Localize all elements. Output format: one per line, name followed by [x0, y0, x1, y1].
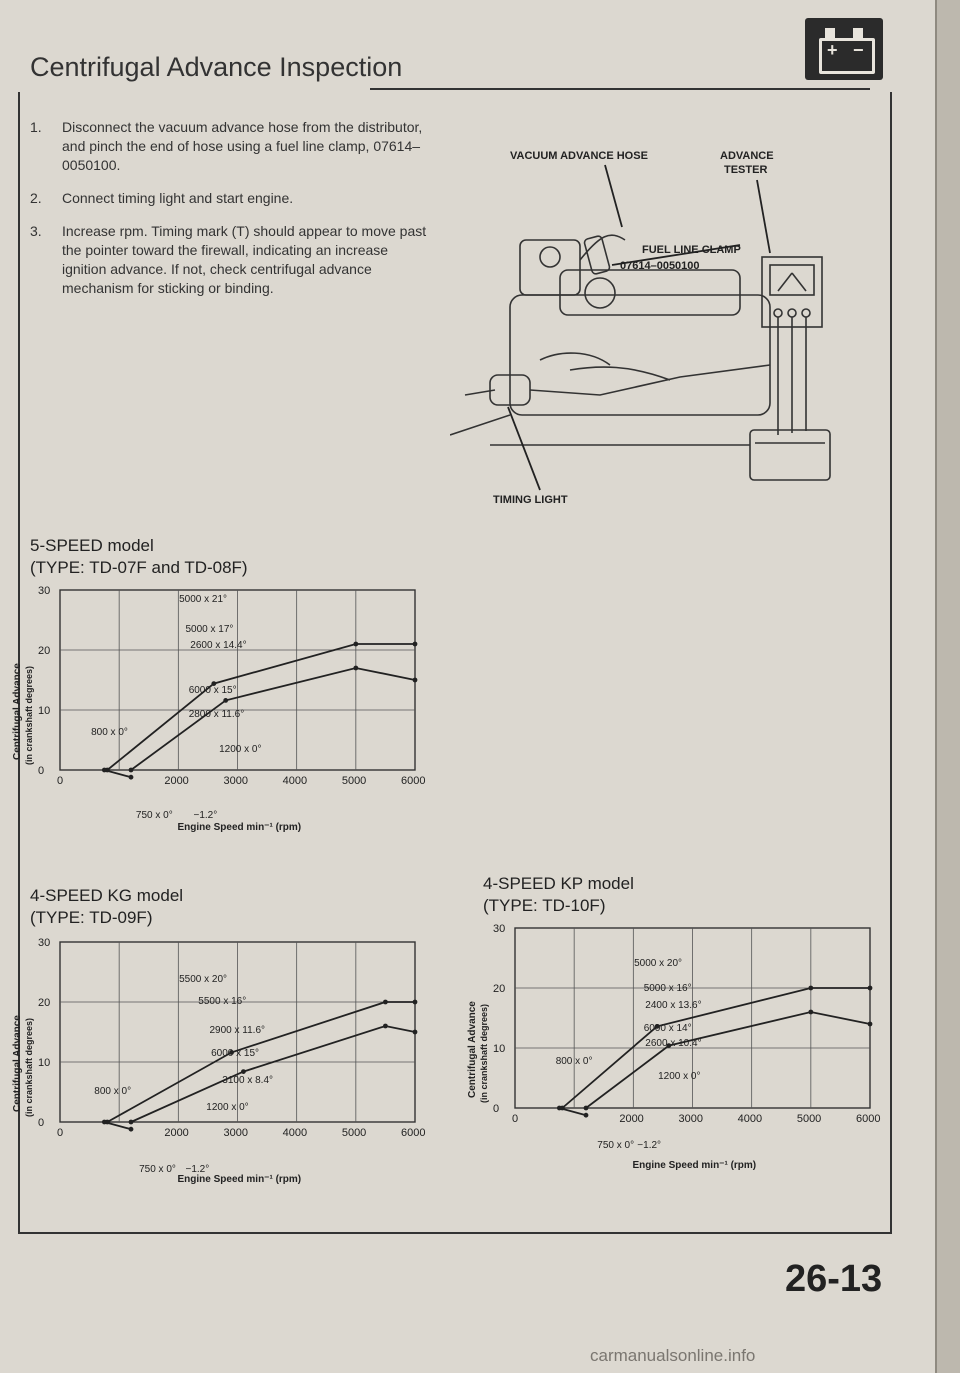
step-number: 2. — [30, 190, 42, 206]
y-tick-label: 20 — [493, 983, 506, 995]
data-point — [353, 666, 358, 671]
data-point — [808, 1010, 813, 1015]
chart-annotation: 750 x 0° — [597, 1140, 635, 1151]
section-heading: 5-SPEED model — [30, 536, 154, 555]
y-tick-label: 20 — [38, 997, 51, 1009]
x-tick-label: 6000 — [856, 1113, 881, 1125]
x-tick-label: 6000 — [401, 1127, 426, 1139]
series-line-lower — [131, 668, 415, 770]
chart-annotation: 1200 x 0° — [206, 1102, 249, 1113]
data-point — [102, 1120, 107, 1125]
distributor-cap — [540, 247, 560, 267]
battery-terminal-icon — [853, 28, 863, 38]
x-tick-label: 2000 — [619, 1113, 644, 1125]
x-axis-label: Engine Speed min⁻¹ (rpm) — [177, 822, 302, 833]
chart-annotation: 5500 x 16° — [198, 996, 247, 1007]
oil-cap — [585, 278, 615, 308]
x-tick-label: 2000 — [164, 775, 189, 787]
chart-annotation: 5000 x 16° — [643, 983, 692, 994]
y-tick-label: 20 — [38, 645, 51, 657]
x-tick-label: 3000 — [223, 1127, 248, 1139]
y-axis-label: Centrifugal Advance — [467, 1001, 478, 1098]
chart-annotation: 1200 x 0° — [658, 1071, 701, 1082]
y-tick-label: 30 — [38, 585, 51, 597]
watermark: carmanualsonline.info — [590, 1346, 756, 1365]
step-1 — [30, 118, 430, 175]
leader-line — [508, 407, 540, 490]
step-number: 3. — [30, 223, 42, 239]
section-4speed-kg-title — [30, 885, 183, 929]
label-advance-tester: ADVANCE — [720, 150, 774, 162]
label-fuel-clamp-part: 07614–0050100 — [620, 260, 700, 272]
battery-plus-symbol: + — [827, 40, 838, 60]
data-point — [129, 775, 134, 780]
step-text: Disconnect the vacuum advance hose from the distributor, and pinch the end of hose using a fuel line clamp, 07614–0050100. — [62, 119, 423, 173]
y-axis-label: Centrifugal Advance — [12, 1015, 23, 1112]
section-subheading: (TYPE: TD-10F) — [483, 896, 606, 915]
x-tick-label: 5000 — [341, 775, 367, 787]
chart-annotation: 6000 x 14° — [643, 1023, 692, 1034]
page-number: 26-13 — [785, 1258, 883, 1300]
data-point — [413, 678, 418, 683]
data-point — [383, 1000, 388, 1005]
x-tick-label: 3000 — [223, 775, 248, 787]
series-line-lower — [586, 1012, 870, 1108]
data-point — [413, 1030, 418, 1035]
data-point — [241, 1069, 246, 1074]
data-point — [413, 642, 418, 647]
data-point — [868, 1022, 873, 1027]
chart-4speed-kg — [0, 932, 450, 1202]
y-tick-label: 0 — [493, 1103, 500, 1115]
chart-annotation: 750 x 0° — [135, 810, 173, 821]
spark-plug-wires — [540, 353, 670, 380]
x-tick-label: 2000 — [164, 1127, 189, 1139]
y-tick-label: 10 — [38, 1057, 51, 1069]
x-tick-label: 0 — [57, 775, 64, 787]
battery-terminal-icon — [825, 28, 835, 38]
chart-annotation: 1200 x 0° — [219, 744, 262, 755]
chart-annotation: 5000 x 17° — [185, 624, 234, 635]
section-heading: 4-SPEED KP model — [483, 874, 634, 893]
chart-annotation: 750 x 0° — [139, 1164, 176, 1175]
x-axis-label: Engine Speed min⁻¹ (rpm) — [177, 1174, 302, 1185]
data-point — [353, 642, 358, 647]
chart-annotation: 5500 x 20° — [179, 974, 228, 985]
y-tick-label: 30 — [493, 923, 506, 935]
data-point — [557, 1106, 562, 1111]
leader-line — [605, 165, 622, 227]
x-tick-label: 5000 — [796, 1113, 822, 1125]
y-axis-sublabel: (in crankshaft degrees) — [24, 665, 34, 765]
section-heading: 4-SPEED KG model — [30, 886, 184, 905]
step-text: Connect timing light and start engine. — [62, 190, 294, 206]
x-tick-label: 5000 — [341, 1127, 367, 1139]
data-point — [584, 1106, 589, 1111]
series-line-lower — [131, 1026, 415, 1122]
x-axis-label: Engine Speed min⁻¹ (rpm) — [632, 1160, 757, 1171]
chart-annotation: 800 x 0° — [94, 1086, 132, 1097]
x-tick-label: 0 — [57, 1127, 64, 1139]
label-timing-light: TIMING LIGHT — [493, 494, 568, 506]
chart-annotation: −1.2° — [185, 1164, 210, 1175]
chart-annotation: 2800 x 11.6° — [188, 709, 245, 720]
y-tick-label: 10 — [493, 1043, 506, 1055]
series-line-lower-bound — [559, 1108, 586, 1115]
chart-annotation: 800 x 0° — [91, 727, 128, 738]
battery-minus-symbol: − — [853, 40, 864, 60]
series-line-lower-bound — [104, 1122, 131, 1129]
label-fuel-line-clamp: FUEL LINE CLAMP — [642, 244, 741, 256]
series-line-lower-bound — [104, 770, 131, 777]
y-axis-label: Centrifugal Advance — [12, 663, 23, 760]
y-tick-label: 0 — [38, 1117, 45, 1129]
chart-4speed-kp — [455, 918, 905, 1188]
tester-leads — [530, 365, 770, 395]
chart-annotation: 6000 x 15° — [188, 685, 237, 696]
chart-annotation: 800 x 0° — [555, 1056, 593, 1067]
x-tick-label: 4000 — [282, 1127, 308, 1139]
chart-annotation: 2600 x 14.4° — [190, 640, 247, 651]
page-title: Centrifugal Advance Inspection — [30, 52, 403, 82]
chart-annotation: −1.2° — [193, 810, 218, 821]
data-point — [868, 986, 873, 991]
label-advance-tester-2: TESTER — [724, 164, 768, 176]
chart-annotation: 2900 x 11.6° — [209, 1025, 266, 1036]
data-point — [129, 1127, 134, 1132]
instruction-steps — [30, 118, 430, 312]
y-tick-label: 0 — [38, 765, 45, 777]
chart-annotation: 2600 x 10.4° — [645, 1038, 702, 1049]
step-3 — [30, 222, 430, 298]
step-text: Increase rpm. Timing mark (T) should appear to move past the pointer toward the firewall, indicating an increase ignition advance. If not, check centrifugal advance mechanism for sticking or binding. — [62, 223, 427, 296]
data-point — [129, 768, 134, 773]
step-2 — [30, 189, 430, 208]
chart-annotation: 3100 x 8.4° — [222, 1075, 274, 1086]
chart-annotation: 2400 x 13.6° — [645, 1000, 702, 1011]
battery-illustration — [750, 430, 830, 480]
data-point — [808, 986, 813, 991]
step-number: 1. — [30, 119, 42, 135]
battery-icon — [805, 18, 883, 80]
chart-annotation: 5000 x 21° — [179, 594, 228, 605]
data-point — [223, 698, 228, 703]
chart-annotation: 5000 x 20° — [634, 958, 683, 969]
y-axis-sublabel: (in crankshaft degrees) — [24, 1017, 34, 1117]
data-point — [129, 1120, 134, 1125]
data-point — [102, 768, 107, 773]
engine-block — [510, 295, 770, 415]
valve-cover — [560, 270, 740, 315]
y-tick-label: 10 — [38, 705, 51, 717]
data-point — [584, 1113, 589, 1118]
section-subheading: (TYPE: TD-09F) — [30, 908, 153, 927]
page-edge — [935, 0, 960, 1373]
engine-illustration — [450, 145, 890, 515]
chart-annotation: 6000 x 15° — [211, 1048, 260, 1059]
leader-line — [757, 180, 770, 253]
data-point — [383, 1024, 388, 1029]
x-tick-label: 6000 — [401, 775, 426, 787]
x-tick-label: 3000 — [678, 1113, 703, 1125]
title-rule — [370, 88, 870, 90]
data-point — [413, 1000, 418, 1005]
section-subheading: (TYPE: TD-07F and TD-08F) — [30, 558, 248, 577]
x-tick-label: 4000 — [282, 775, 308, 787]
chart-5speed — [0, 580, 450, 850]
label-vacuum-advance-hose: VACUUM ADVANCE HOSE — [510, 150, 648, 162]
x-tick-label: 4000 — [737, 1113, 763, 1125]
x-tick-label: 0 — [512, 1113, 519, 1125]
chart-annotation: −1.2° — [637, 1140, 662, 1151]
section-4speed-kp-title — [483, 873, 634, 917]
y-axis-sublabel: (in crankshaft degrees) — [479, 1003, 489, 1103]
y-tick-label: 30 — [38, 937, 51, 949]
section-5speed-title — [30, 535, 248, 579]
